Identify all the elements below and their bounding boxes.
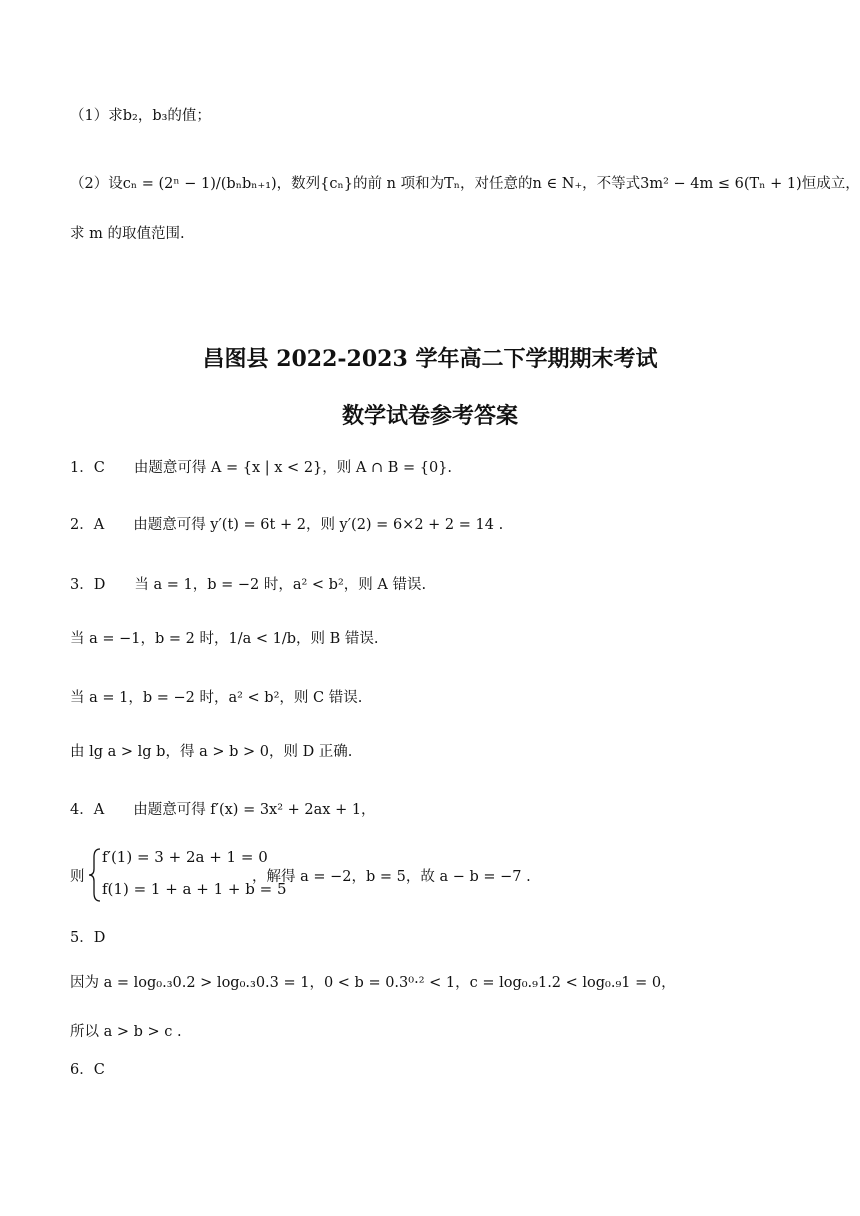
answer-3-line3: 当 a = 1，b = −2 时，a² < b²，则 C 错误. xyxy=(70,690,363,706)
answer-3-line4: 由 lg a > lg b，得 a > b > 0，则 D 正确. xyxy=(70,744,353,760)
answer-4-prefix: 则 xyxy=(70,869,85,885)
problem-part2-line2: 求 m 的取值范围. xyxy=(70,226,185,242)
problem-part2-line1: （2）设cₙ = (2ⁿ − 1)/(bₙbₙ₊₁)，数列{cₙ}的前 n 项和为Tₙ，对任意的n ∈ N₊，不等式3m² − 4m ≤ 6(Tₙ + 1)恒成立， xyxy=(70,176,860,192)
answer-5-line3: 所以 a > b > c . xyxy=(70,1024,182,1040)
answer-4-result: ，解得 a = −2，b = 5，故 a − b = −7 . xyxy=(252,869,531,885)
answer-6-line1: 6．C xyxy=(70,1062,105,1078)
answer-5-line2: 因为 a = log₀.₃0.2 > log₀.₃0.3 = 1，0 < b = 0.3⁰·² < 1，c = log₀.₉1.2 < log₀.₉1 = 0， xyxy=(70,975,676,991)
answer-4-equation-2: f(1) = 1 + a + 1 + b = 5 xyxy=(102,880,287,898)
answer-1: 1．C 由题意可得 A = {x | x < 2}，则 A ∩ B = {0}. xyxy=(70,460,453,476)
left-brace-icon xyxy=(88,847,102,903)
answer-key-subtitle: 数学试卷参考答案 xyxy=(341,403,518,429)
answer-3-line2: 当 a = −1，b = 2 时，1/a < 1/b，则 B 错误. xyxy=(70,631,379,647)
answer-2: 2．A 由题意可得 y′(t) = 6t + 2，则 y′(2) = 6×2 + 2 = 14 . xyxy=(70,517,504,533)
answer-key-title: 昌图县 2022-2023 学年高二下学期期末考试 xyxy=(202,346,658,372)
answer-4-equation-1: f′(1) = 3 + 2a + 1 = 0 xyxy=(102,848,268,866)
answer-3-line1: 3．D 当 a = 1，b = −2 时，a² < b²，则 A 错误. xyxy=(70,577,427,593)
answer-4-line1: 4．A 由题意可得 f′(x) = 3x² + 2ax + 1， xyxy=(70,802,376,818)
answer-5-line1: 5．D xyxy=(70,930,106,946)
problem-part1: （1）求b₂，b₃的值； xyxy=(70,108,211,124)
